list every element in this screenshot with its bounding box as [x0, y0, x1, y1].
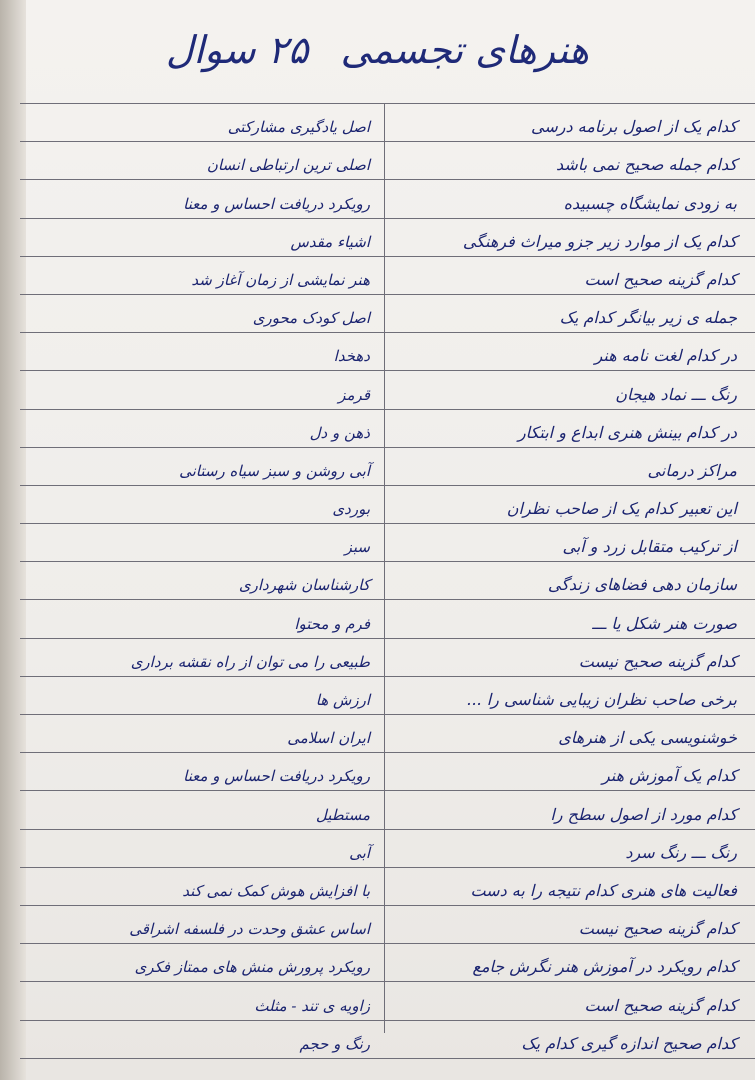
table-row	[20, 791, 755, 829]
answer-text: اشیاء مقدس	[290, 232, 370, 251]
table-row	[20, 486, 755, 524]
page-title	[0, 28, 755, 98]
question-text: فعالیت های هنری کدام نتیجه را به دست	[470, 880, 737, 900]
table-row	[20, 715, 755, 753]
question-text: کدام یک از موارد زیر جزو میراث فرهنگی	[462, 231, 737, 251]
question-answer-table	[20, 103, 755, 1059]
table-row	[20, 524, 755, 562]
question-text: کدام رویکرد در آموزش هنر نگرش جامع	[472, 957, 737, 977]
question-text: کدام جمله صحیح نمی باشد	[556, 155, 737, 175]
answer-text: آبی روشن و سبز سیاه رستانی	[179, 461, 370, 480]
answer-text: ارزش ها	[315, 691, 370, 709]
answer-text: سبز	[344, 538, 370, 557]
answer-text: رویکرد دریافت احساس و معنا	[183, 194, 370, 213]
question-text: کدام یک از اصول برنامه درسی	[530, 117, 737, 137]
table-row	[20, 639, 755, 677]
question-text: رنگ ـــ نماد هیجان	[615, 384, 737, 404]
question-text: به زودی نمایشگاه چسبیده	[563, 193, 737, 213]
table-row	[20, 142, 755, 180]
table-row	[20, 600, 755, 638]
table-row	[20, 944, 755, 982]
answer-text: اصلی ترین ارتباطی انسان	[206, 156, 370, 175]
question-text: در کدام لغت نامه هنر	[594, 346, 737, 366]
table-row	[20, 830, 755, 868]
question-text: صورت هنر شکل یا ـــ	[592, 613, 737, 633]
question-text: کدام صحیح اندازه گیری کدام یک	[521, 1033, 737, 1053]
title-main: هنرهای تجسمی	[340, 28, 590, 72]
question-text: کدام گزینه صحیح است	[584, 269, 737, 289]
table-row	[20, 410, 755, 448]
question-text: خوشنویسی یکی از هنرهای	[558, 728, 737, 748]
table-row	[20, 257, 755, 295]
table-row	[20, 333, 755, 371]
answer-text: قرمز	[338, 385, 370, 404]
table-row	[20, 753, 755, 791]
question-text: جمله ی زیر بیانگر کدام یک	[559, 308, 737, 328]
answer-text: دهخدا	[333, 347, 370, 366]
question-text: از ترکیب متقابل زرد و آبی	[562, 537, 737, 557]
table-row	[20, 448, 755, 486]
answer-text: مستطیل	[315, 805, 370, 824]
answer-text: فرم و محتوا	[294, 614, 370, 633]
answer-text: بوردی	[332, 500, 370, 519]
question-text: سازمان دهی فضاهای زندگی	[547, 575, 737, 595]
table-row	[20, 1021, 755, 1059]
table-row	[20, 982, 755, 1020]
table-row	[20, 371, 755, 409]
answer-text: هنر نمایشی از زمان آغاز شد	[191, 270, 370, 289]
question-text: کدام گزینه صحیح نیست	[578, 651, 737, 671]
question-text: مراکز درمانی	[647, 460, 737, 480]
table-row	[20, 295, 755, 333]
table-row	[20, 562, 755, 600]
question-text: کدام گزینه صحیح است	[584, 995, 737, 1015]
answer-text: رنگ و حجم	[299, 1034, 370, 1053]
question-text: کدام گزینه صحیح نیست	[578, 919, 737, 939]
answer-text: ایران اسلامی	[287, 729, 370, 748]
table-row	[20, 103, 755, 142]
answer-text: با افزایش هوش کمک نمی کند	[182, 881, 370, 900]
question-text: کدام مورد از اصول سطح را	[550, 804, 737, 824]
answer-text: رویکرد پرورش منش های ممتاز فکری	[134, 958, 370, 977]
question-text: این تعبیر کدام یک از صاحب نظران	[506, 499, 737, 519]
answer-text: اصل کودک محوری	[252, 309, 370, 328]
table-row	[20, 180, 755, 218]
table-row	[20, 219, 755, 257]
title-count: ۲۵ سوال	[165, 28, 309, 72]
answer-text: اساس عشق وحدت در فلسفه اشراقی	[129, 920, 370, 939]
question-text: برخی صاحب نظران زیبایی شناسی را ...	[466, 690, 737, 709]
answer-text: طبیعی را می توان از راه نقشه برداری	[130, 652, 370, 671]
answer-text: رویکرد دریافت احساس و معنا	[183, 767, 370, 786]
answer-text: اصل یادگیری مشارکتی	[227, 118, 370, 137]
table-row	[20, 906, 755, 944]
answer-text: آبی	[349, 843, 370, 862]
question-text: کدام یک آموزش هنر	[601, 766, 737, 786]
answer-text: کارشناسان شهرداری	[238, 576, 370, 595]
table-row	[20, 868, 755, 906]
question-text: رنگ ـــ رنگ سرد	[625, 842, 737, 862]
question-text: در کدام بینش هنری ابداع و ابتکار	[517, 422, 737, 442]
answer-text: ذهن و دل	[309, 423, 370, 442]
table-row	[20, 677, 755, 715]
answer-text: زاویه ی تند - مثلث	[254, 996, 370, 1015]
